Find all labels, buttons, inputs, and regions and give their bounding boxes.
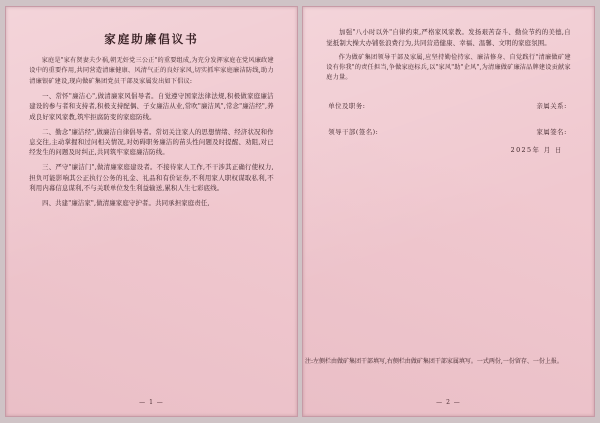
field-relation-label[interactable]: 亲属关系: bbox=[536, 101, 567, 110]
signature-row-1 bbox=[326, 101, 570, 110]
paragraph-item-4-cont: 加强"八小时以外"自律约束,严格家风家教。发扬艰苦奋斗、勤俭节约的美德,自觉抵制大操大办铺张浪费行为,共同营造健康、幸福、温馨、文明的家庭氛围。 bbox=[326, 28, 571, 47]
page-left-content bbox=[29, 27, 273, 395]
page-number-right: — 2 — bbox=[436, 398, 461, 406]
signature-block bbox=[326, 101, 570, 154]
page-title: 家庭助廉倡议书 bbox=[104, 32, 199, 47]
footer-note: 注:左侧栏由做矿集团干部填写,右侧栏由做矿集团干部家属填写。一式两份,一份留存、一份上报。 bbox=[305, 358, 563, 366]
field-unit-position-label[interactable]: 单位及职务: bbox=[328, 101, 366, 110]
document-page-left bbox=[5, 6, 298, 417]
document-page-right bbox=[302, 6, 595, 417]
field-date-line[interactable]: 2025年 月 日 bbox=[510, 145, 563, 154]
paragraph-item-4: 四、共建"廉洁家",做清廉家庭守护者。共同承担家庭责任, bbox=[42, 198, 210, 207]
field-leader-signature-label[interactable]: 领导干部(签名): bbox=[328, 127, 379, 136]
paragraph-intro: 家庭是"家有贤妻夫少祸,朝无奸党三公正"的重要组成,为充分发挥家庭在党风廉政建设中的重要作用,共同营造清廉健康、风清气正的良好家风,切实抓牢家庭廉洁防线,助力清廉银矿建设,现向做矿集团党员干部及家属发出如下倡议: bbox=[29, 57, 274, 85]
paragraph-closing: 作为做矿集团领导干部及家属,应坚持勤俭持家、廉洁修身、自觉践行"清廉做矿建设有你我"的责任担当,争做家庭标兵,以"家风"助"企风",为清廉做矿廉洁品牌建设贡献家庭力量。 bbox=[326, 53, 571, 81]
paragraph-item-3: 三、严守"廉洁门",做清廉家庭建设者。不接待家人工作,不干涉其正确行使权力,担负可能影响其公正执行公务的礼金、礼品和有价证券,不利用家人职权谋取私利,不利用内幕信息谋利,不与关联单位发生利益输送,累积人生七彩底线。 bbox=[29, 163, 274, 193]
field-family-signature-label[interactable]: 家属签名: bbox=[536, 127, 567, 136]
paragraph-item-2: 二、勤念"廉洁经",做廉洁自律倡导者。常切关注家人的思想情绪、经济状况和作息交往,主动掌握和过问相关情况,对妨碍职务廉洁的苗头性问题及时提醒、劝阻,对已经发生的问题及时纠正,共同筑牢家庭廉洁防线。 bbox=[29, 127, 274, 157]
signature-row-2 bbox=[326, 127, 570, 136]
page-number-left: — 1 — bbox=[139, 398, 164, 406]
page-right-content bbox=[326, 27, 570, 395]
paragraph-item-1: 一、常怀"廉洁心",做清廉家风倡导者。自觉遵守国家法律法规,积极做家庭廉洁建设的参与者和支持者,积极支持配偶、子女廉洁从业,常吹"廉洁风",常念"廉洁经",养成良好家风家教,筑牢拒腐防变的家庭防线。 bbox=[29, 92, 274, 121]
